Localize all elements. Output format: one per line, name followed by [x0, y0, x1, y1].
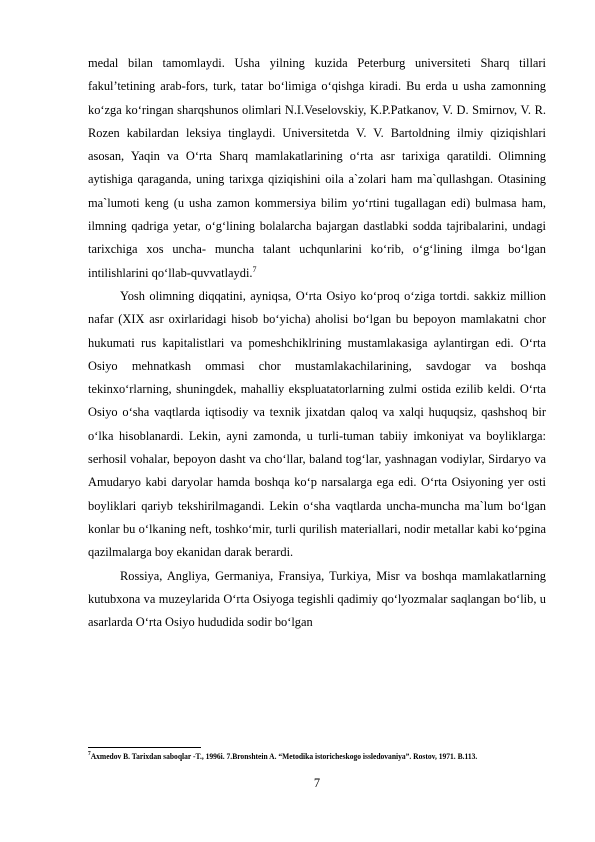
page-number: 7 — [313, 776, 321, 790]
footnote-text: Axmedov B. Tarixdan saboqlar -T., 1996i. 7.Bronshtein A. “Metodika istoricheskogo issledovaniya”. Rostov, 1971. B.113. — [90, 752, 478, 761]
paragraph-1-text: medal bilan tamomlaydi. Usha yilning kuzida Peterburg universiteti Sharq tillari fakul’tetining arab-fors, turk, tatar bo‘limiga o‘qishga kiradi. Bu erda u usha zamonning ko‘zga ko‘ringan sharqshunos olimlari N.I.Veselovskiy, K.P.Patkanov, V. D. Smirnov, V. R. Rozen kabilardan leksiya tinglaydi. Universitetda V. V. Bartoldning ilmiy qiziqishlari asosan, Yaqin va O‘rta Sharq mamlakatlarining o‘rta asr tarixiga qaratildi. Olimning aytishiga qaraganda, uning tarixga qiziqishini oila a`zolari ham ma`qullashgan. Otasining ma`lumoti keng (u usha zamon kommersiya bilim yo‘rtini tugallagan edi) bulmasa ham, ilmning qadriga yetar, o‘g‘lining bolalarcha bajargan dastlabki sodda tajribalarini, undagi tarixchiga xos uncha- muncha talant uchqunlarini ko‘rib, o‘g‘lining ilmga bo‘lgan intilishlarini qo‘llab-quvvatlaydi. — [88, 56, 546, 280]
footnote-mark: 7 — [88, 751, 91, 758]
footnote-divider — [88, 747, 201, 748]
paragraph-1 — [88, 52, 546, 285]
page-body — [88, 52, 546, 634]
footnote-reference: 7 — [252, 264, 257, 274]
footnote — [88, 751, 500, 764]
paragraph-3 — [88, 565, 546, 635]
paragraph-2 — [88, 285, 546, 565]
paragraph-3-text: Rossiya, Angliya, Germaniya, Fransiya, Turkiya, Misr va boshqa mamlakatlarning kutubxona va muzeylarida O‘rta Osiyoga tegishli qadimiy qo‘lyozmalar saqlangan bo‘lib, u asarlarda O‘rta Osiyo hududida sodir bo‘lgan — [88, 568, 546, 630]
paragraph-2-text: Yosh olimning diqqatini, ayniqsa, O‘rta Osiyo ko‘proq o‘ziga tortdi. sakkiz million nafar (XIX asr oxirlaridagi hisob bo‘yicha) aholisi bo‘lgan bu bepoyon mamlakatni chor hukumati rus kapitalistlari va pomeshchiklrining mustamlakasiga aylantirgan edi. O‘rta Osiyo mehnatkash ommasi chor mustamlakachilarining, savdogar va boshqa tekinxo‘rlarning, shuningdek, mahalliy ekspluatatorlarning zulmi ostida ezilib keldi. O‘rta Osiyo o‘sha vaqtlarda iqtisodiy va texnik jixatdan qaloq va xalqi huquqsiz, qashshoq bir o‘lka hisoblanardi. Lekin, ayni zamonda, u turli-tuman tabiiy imkoniyat va boyliklarga: serhosil vohalar, bepoyon dasht va cho‘llar, baland tog‘lar, yashnagan vodiylar, Sirdaryo va Amudaryo kabi daryolar hamda boshqa ko‘p narsalarga ega edi. O‘rta Osiyoning yer osti boyliklari qariyb tekshirilmagandi. Lekin o‘sha vaqtlarda uncha-muncha ma`lum bo‘lgan konlar bu o‘lkaning neft, toshko‘mir, turli qurilish materiallari, nodir metallar kabi ko‘pgina qazilmalarga boy ekanidan darak berardi. — [88, 288, 546, 560]
